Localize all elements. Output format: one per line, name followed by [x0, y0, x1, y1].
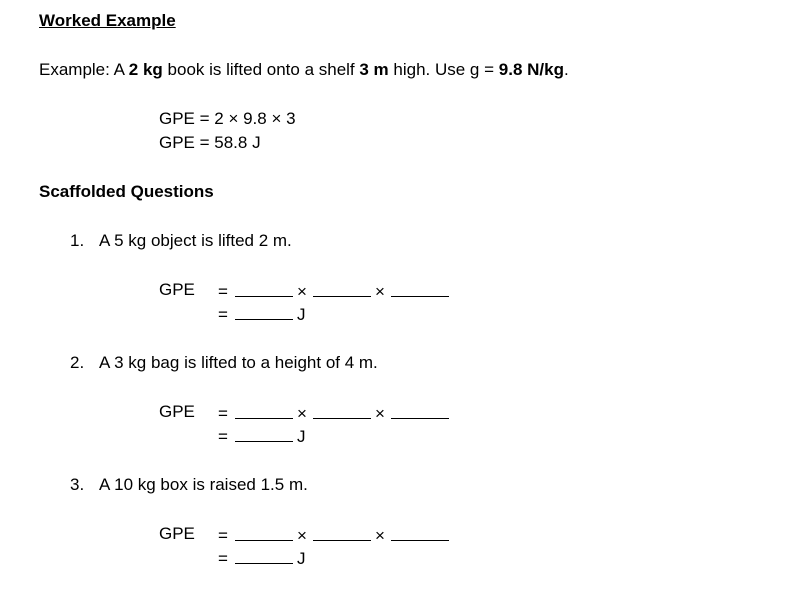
question-2-times-1: × — [297, 404, 307, 423]
question-2-equals-1: = — [218, 404, 228, 423]
worked-line-2: GPE = 58.8 J — [159, 133, 261, 152]
question-3-gpe-label: GPE — [159, 524, 195, 543]
question-2-blank-g[interactable] — [313, 404, 371, 424]
question-3-equals-2: = — [218, 549, 228, 568]
question-1-equals-1: = — [218, 282, 228, 301]
question-1-gpe-label: GPE — [159, 280, 195, 299]
question-2-text: A 3 kg bag is lifted to a height of 4 m. — [99, 353, 378, 372]
example-mid1: book is lifted onto a shelf — [162, 60, 360, 79]
question-1-number: 1. — [70, 231, 85, 250]
question-2-gpe-label: GPE — [159, 402, 195, 421]
example-mid2: high. Use g = — [388, 60, 499, 79]
question-2-unit: J — [297, 427, 306, 446]
example-statement — [39, 60, 569, 80]
question-3-text: A 10 kg box is raised 1.5 m. — [99, 475, 308, 494]
question-1-times-1: × — [297, 282, 307, 301]
question-3-blank-g[interactable] — [313, 526, 371, 546]
question-1-times-2: × — [375, 282, 385, 301]
question-3-number: 3. — [70, 475, 85, 494]
example-height: 3 m — [359, 60, 389, 79]
question-1-unit: J — [297, 305, 306, 324]
question-3-blank-mass[interactable] — [235, 526, 293, 546]
example-end: . — [563, 60, 569, 79]
example-g: 9.8 N/kg — [498, 60, 564, 79]
question-2-blank-height[interactable] — [391, 404, 449, 424]
question-2-number: 2. — [70, 353, 85, 372]
question-2-equals-2: = — [218, 427, 228, 446]
question-3-equals-1: = — [218, 526, 228, 545]
question-1-blank-mass[interactable] — [235, 282, 293, 302]
question-2-blank-answer[interactable] — [235, 427, 293, 447]
question-1-equals-2: = — [218, 305, 228, 324]
question-3-times-1: × — [297, 526, 307, 545]
example-mass: 2 kg — [128, 60, 163, 79]
worked-line-1: GPE = 2 × 9.8 × 3 — [159, 109, 296, 128]
worked-example-heading: Worked Example — [39, 11, 176, 30]
question-1-text: A 5 kg object is lifted 2 m. — [99, 231, 292, 250]
example-prefix: Example: A — [39, 60, 129, 79]
question-1-blank-height[interactable] — [391, 282, 449, 302]
question-3-unit: J — [297, 549, 306, 568]
question-2-blank-mass[interactable] — [235, 404, 293, 424]
scaffolded-questions-heading: Scaffolded Questions — [39, 182, 214, 201]
question-1-blank-answer[interactable] — [235, 305, 293, 325]
question-1-blank-g[interactable] — [313, 282, 371, 302]
question-3-times-2: × — [375, 526, 385, 545]
question-3-blank-height[interactable] — [391, 526, 449, 546]
question-3-blank-answer[interactable] — [235, 549, 293, 569]
question-2-times-2: × — [375, 404, 385, 423]
